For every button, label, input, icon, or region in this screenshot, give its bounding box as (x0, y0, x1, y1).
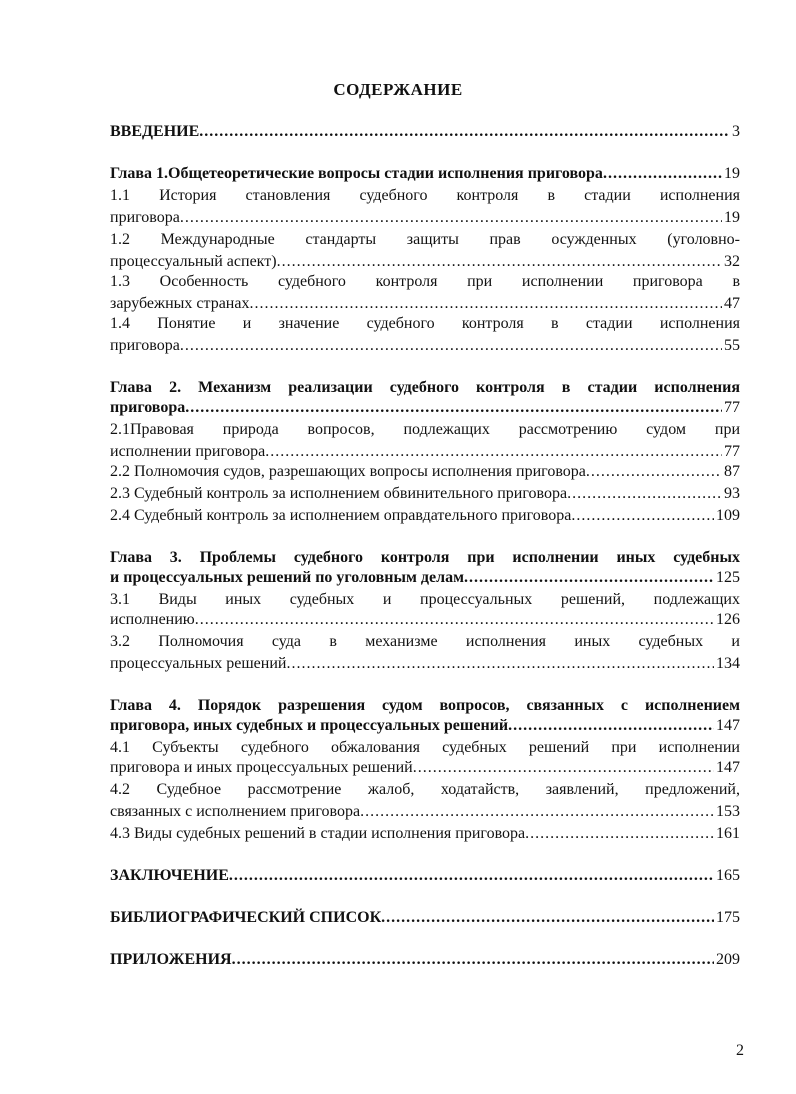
toc-page: 3 (732, 123, 740, 140)
toc-entry-2-1-line1[interactable]: 2.1Правовая природа вопросов, подлежащих рассмотрению судом при (110, 421, 740, 438)
toc-page: 77 (724, 443, 740, 460)
toc-leader (180, 336, 722, 356)
toc-label: ПРИЛОЖЕНИЯ (110, 951, 232, 968)
toc-label: связанных с исполнением приговора (110, 803, 361, 820)
toc-entry-1-2-line2[interactable] (110, 252, 740, 272)
toc-leader (360, 802, 714, 822)
toc-leader (525, 824, 714, 844)
toc-entry-1-4-line2[interactable] (110, 336, 740, 356)
toc-leader (567, 484, 722, 504)
toc-label: 2.3 Судебный контроль за исполнением обвинительного приговора (110, 485, 568, 502)
toc-label: 2.2 Полномочия судов, разрешающих вопросы исполнения приговора (110, 463, 586, 480)
toc-label: исполнении приговора (110, 443, 266, 460)
toc-entry-4-3[interactable] (110, 824, 740, 844)
toc-label: ЗАКЛЮЧЕНИЕ (110, 867, 229, 884)
toc-page: 125 (716, 569, 740, 586)
toc-label: приговора и иных процессуальных решений (110, 759, 413, 776)
toc-page: 19 (724, 209, 740, 226)
toc-leader (195, 610, 714, 630)
toc-page: 161 (716, 825, 740, 842)
toc-page: 175 (716, 909, 740, 926)
toc-leader (508, 716, 714, 736)
toc-entry-chapter-3-line1[interactable]: Глава 3. Проблемы судебного контроля при исполнении иных судебных (110, 549, 740, 566)
toc-entry-1-3-line1[interactable]: 1.3 Особенность судебного контроля при исполнении приговора в (110, 273, 740, 290)
toc-leader (413, 758, 714, 778)
toc-entry-4-2-line2[interactable] (110, 802, 740, 822)
toc-label: процессуальный аспект) (110, 253, 277, 270)
toc-leader (229, 866, 714, 886)
toc-leader (265, 442, 722, 462)
toc-label: ВВЕДЕНИЕ (110, 123, 200, 140)
toc-entry-chapter-2-line2[interactable] (110, 398, 740, 418)
toc-entry-bibliography[interactable] (110, 908, 740, 928)
toc-page: 47 (724, 295, 740, 312)
toc-entry-1-3-line2[interactable] (110, 294, 740, 314)
toc-entry-chapter-3-line2[interactable] (110, 568, 740, 588)
toc-leader (249, 294, 722, 314)
toc-entry-1-1-line2[interactable] (110, 208, 740, 228)
toc-page: 209 (716, 951, 740, 968)
toc-entry-chapter-4-line1[interactable]: Глава 4. Порядок разрешения судом вопросов, связанных с исполнением (110, 697, 740, 714)
toc-entry-4-2-line1[interactable]: 4.2 Судебное рассмотрение жалоб, ходатайств, заявлений, предложений, (110, 781, 740, 798)
toc-page: 55 (724, 337, 740, 354)
toc-leader (381, 908, 714, 928)
toc-entry-4-1-line1[interactable]: 4.1 Субъекты судебного обжалования судебных решений при исполнении (110, 739, 740, 756)
toc-label: зарубежных странах (110, 295, 250, 312)
toc-leader (603, 164, 722, 184)
toc-leader (277, 252, 722, 272)
page-title: СОДЕРЖАНИЕ (333, 80, 463, 99)
page-number: 2 (736, 1042, 744, 1059)
toc-page: 147 (716, 759, 740, 776)
toc-page: 147 (716, 717, 740, 734)
toc-leader (232, 950, 714, 970)
toc-entry-appendices[interactable] (110, 950, 740, 970)
toc-label: БИБЛИОГРАФИЧЕСКИЙ СПИСОК (110, 909, 382, 926)
toc-leader (586, 462, 722, 482)
toc-label: Глава 1.Общетеоретические вопросы стадии исполнения приговора (110, 165, 603, 182)
toc-entry-4-1-line2[interactable] (110, 758, 740, 778)
toc-entry-conclusion[interactable] (110, 866, 740, 886)
toc-page: 153 (716, 803, 740, 820)
toc-entry-3-1-line2[interactable] (110, 610, 740, 630)
toc-leader (180, 208, 722, 228)
toc-leader (571, 506, 714, 526)
toc-label: приговора (110, 337, 180, 354)
toc-entry-introduction[interactable] (110, 122, 740, 142)
toc-label: приговора (110, 399, 186, 416)
toc-label: 2.4 Судебный контроль за исполнением оправдательного приговора (110, 507, 572, 524)
toc-page: 32 (724, 253, 740, 270)
toc-entry-1-1-line1[interactable]: 1.1 История становления судебного контроля в стадии исполнения (110, 187, 740, 204)
toc-entry-2-2[interactable] (110, 462, 740, 482)
toc-leader (185, 398, 722, 418)
toc-page: 165 (716, 867, 740, 884)
toc-entry-1-2-line1[interactable]: 1.2 Международные стандарты защиты прав осужденных (уголовно- (110, 231, 740, 248)
toc-entry-2-1-line2[interactable] (110, 442, 740, 462)
toc-leader (199, 122, 730, 142)
toc-entry-1-4-line1[interactable]: 1.4 Понятие и значение судебного контроля в стадии исполнения (110, 315, 740, 332)
toc-page: 19 (724, 165, 740, 182)
toc-page: 93 (724, 485, 740, 502)
toc-page: 126 (716, 611, 740, 628)
toc-entry-chapter-2-line1[interactable]: Глава 2. Механизм реализации судебного контроля в стадии исполнения (110, 379, 740, 396)
toc-label: 4.3 Виды судебных решений в стадии исполнения приговора (110, 825, 526, 842)
toc-leader (464, 568, 714, 588)
toc-leader (286, 654, 714, 674)
toc-page: 109 (716, 507, 740, 524)
toc-page: 134 (716, 655, 740, 672)
toc-page: 77 (724, 399, 740, 416)
toc-label: приговора (110, 209, 180, 226)
toc-entry-chapter-4-line2[interactable] (110, 716, 740, 736)
toc-entry-3-2-line2[interactable] (110, 654, 740, 674)
toc-label: исполнению (110, 611, 195, 628)
toc-entry-2-3[interactable] (110, 484, 740, 504)
toc-entry-3-1-line1[interactable]: 3.1 Виды иных судебных и процессуальных решений, подлежащих (110, 591, 740, 608)
toc-page: 87 (724, 463, 740, 480)
toc-entry-2-4[interactable] (110, 506, 740, 526)
toc-entry-3-2-line1[interactable]: 3.2 Полномочия суда в механизме исполнения иных судебных и (110, 633, 740, 650)
toc-label: и процессуальных решений по уголовным делам (110, 569, 464, 586)
toc-label: процессуальных решений (110, 655, 287, 672)
toc-label: приговора, иных судебных и процессуальных решений (110, 717, 509, 734)
toc-entry-chapter-1[interactable] (110, 164, 740, 184)
